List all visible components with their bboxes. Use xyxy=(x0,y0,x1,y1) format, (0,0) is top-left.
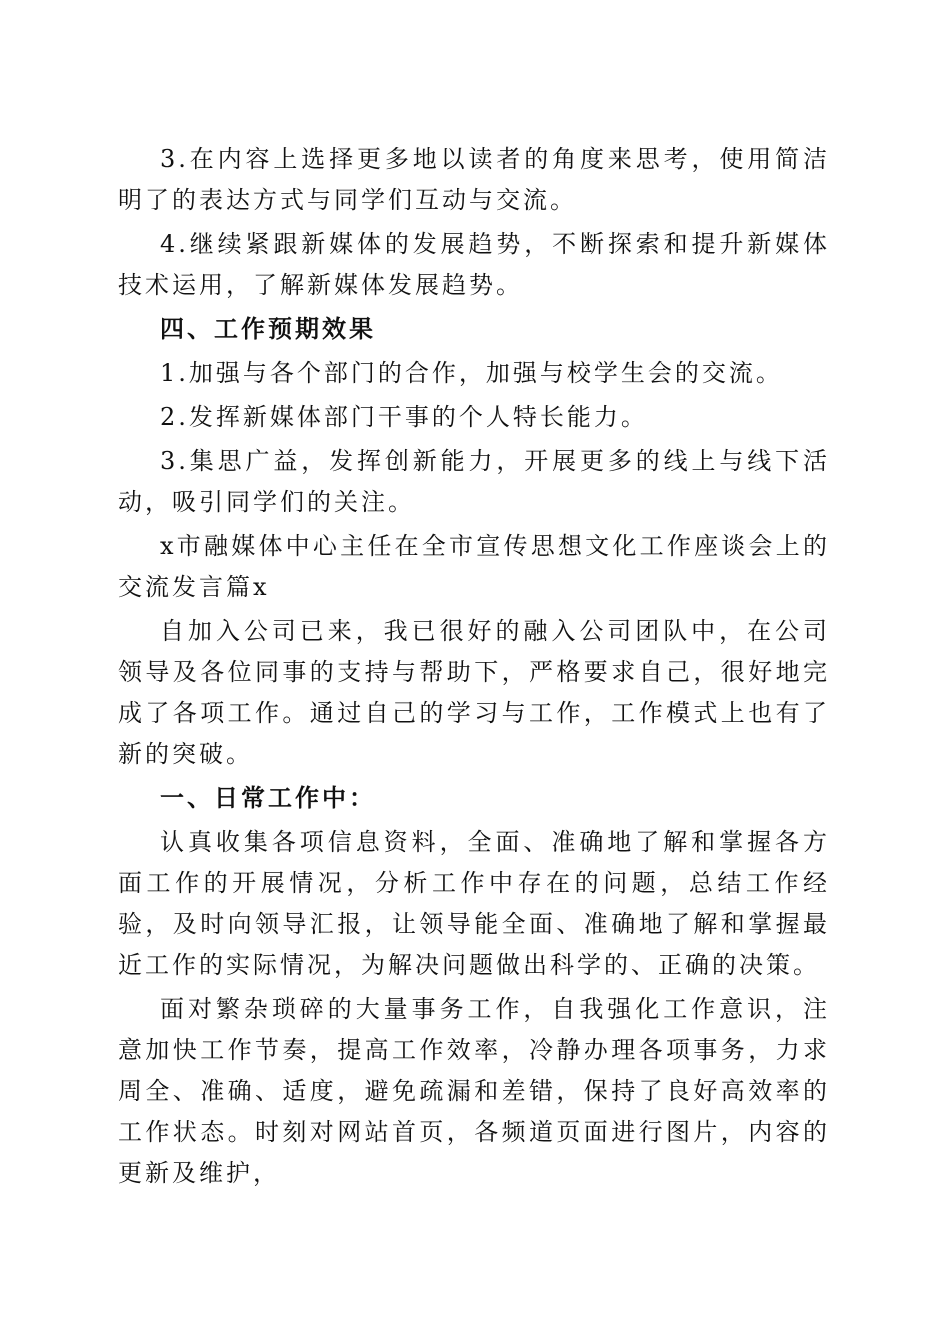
effect-1-cooperation: 1.加强与各个部门的合作，加强与校学生会的交流。 xyxy=(160,359,783,387)
section-1-heading: 一、日常工作中： xyxy=(160,784,376,812)
effect-2-strengths: 2.发挥新媒体部门干事的个人特长能力。 xyxy=(160,403,648,431)
daily-work-paragraph-1: 认真收集各项信息资料，全面、准确地了解和掌握各方面工作的开展情况，分析工作中存在的问题，总结工作经验，及时向领导汇报，让领导能全面、准确地了解和掌握最近工作的实际情况，为解决问题做出科学的、正确的决策。 xyxy=(118,828,830,979)
section-4-heading: 四、工作预期效果 xyxy=(160,315,376,343)
daily-work-paragraph-2: 面对繁杂琐碎的大量事务工作，自我强化工作意识，注意加快工作节奏，提高工作效率，冷静办理各项事务，力求周全、准确、适度，避免疏漏和差错，保持了良好高效率的工作状态。时刻对网站首页，各频道页面进行图片，内容的更新及维护， xyxy=(118,995,830,1187)
document-body xyxy=(118,139,830,1197)
effect-3-activities: 3.集思广益，发挥创新能力，开展更多的线上与线下活动，吸引同学们的关注。 xyxy=(118,447,830,516)
item-3-content-expression: 3.在内容上选择更多地以读者的角度来思考，使用简洁明了的表达方式与同学们互动与交流。 xyxy=(118,145,830,214)
article-title: x市融媒体中心主任在全市宣传思想文化工作座谈会上的交流发言篇x xyxy=(118,532,830,601)
item-4-new-media-trends: 4.继续紧跟新媒体的发展趋势，不断探索和提升新媒体技术运用，了解新媒体发展趋势。 xyxy=(118,230,830,299)
intro-paragraph: 自加入公司已来，我已很好的融入公司团队中，在公司领导及各位同事的支持与帮助下，严格要求自己，很好地完成了各项工作。通过自己的学习与工作，工作模式上也有了新的突破。 xyxy=(118,617,830,768)
